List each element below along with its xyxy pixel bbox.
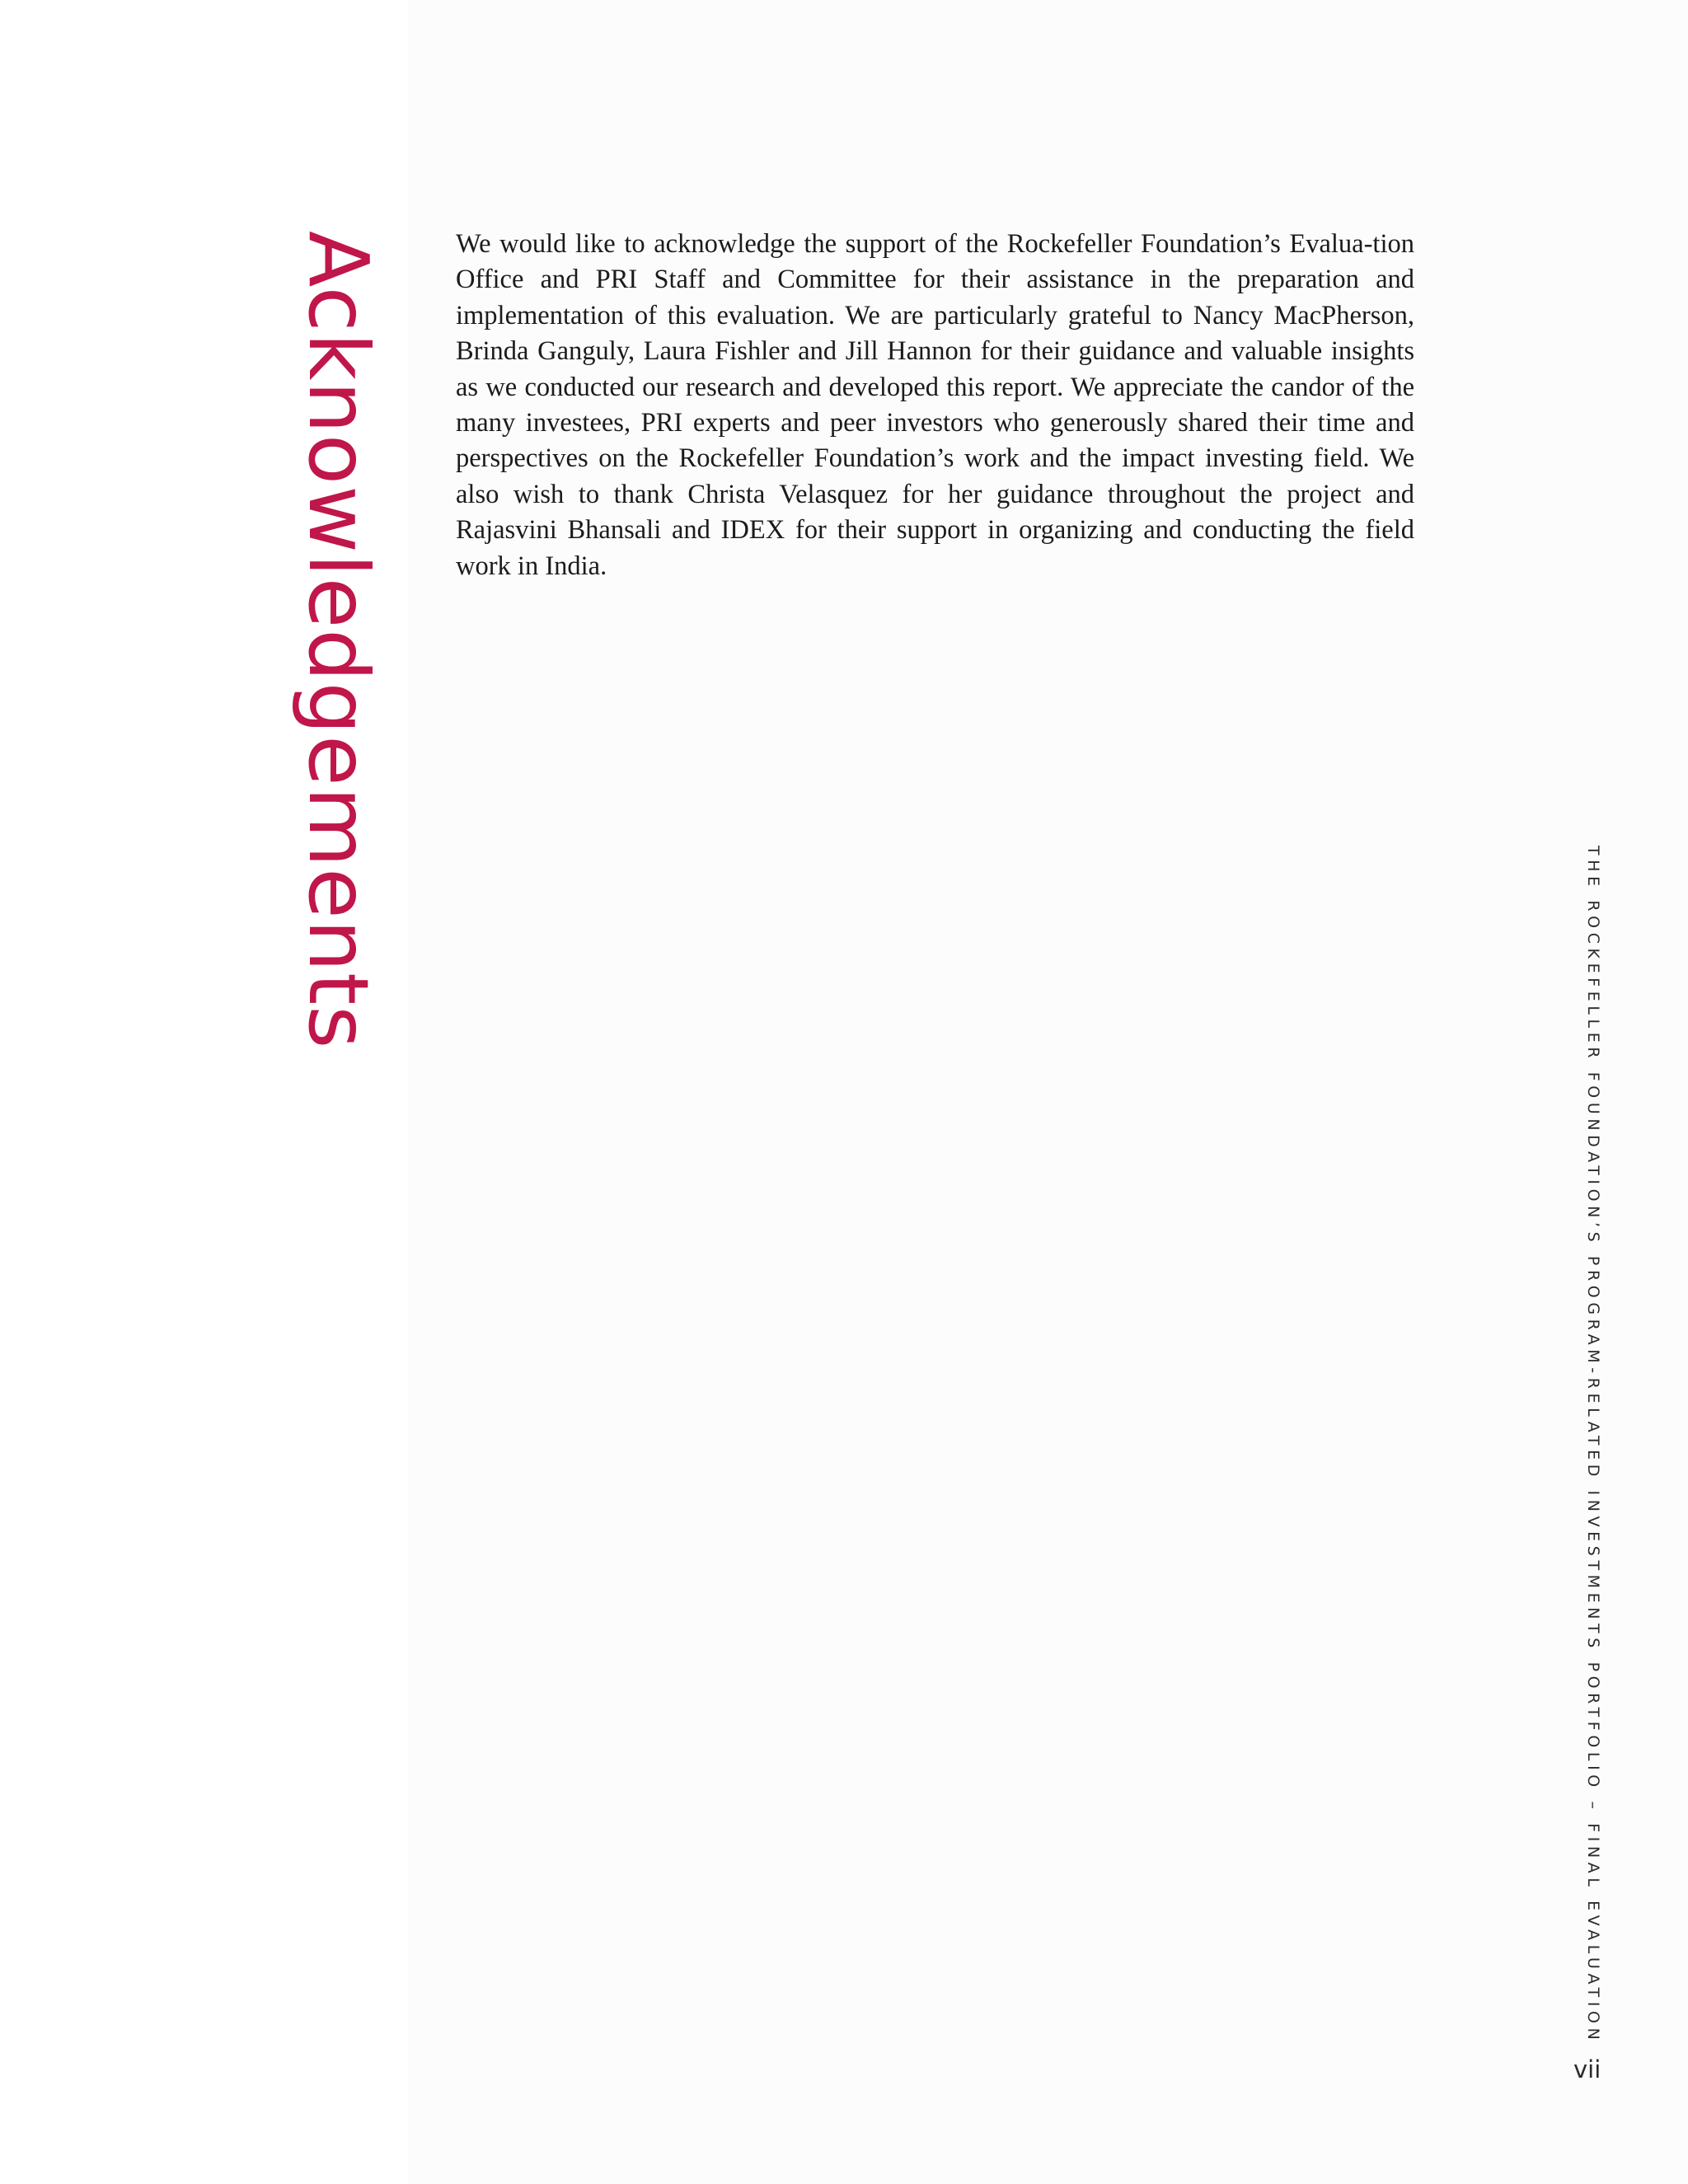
- running-title: THE ROCKEFELLER FOUNDATION’S PROGRAM-RELATED INVESTMENTS PORTFOLIO – FINAL EVALUATION: [1584, 846, 1602, 2045]
- section-title: Acknowledgements: [290, 231, 387, 1050]
- page-number: vii: [1573, 2055, 1601, 2083]
- acknowledgements-paragraph: We would like to acknowledge the support of the Rockefeller Foundation’s Evalua-tion Office and PRI Staff and Committee for their assistance in the preparation and implementation of this evaluation. We are particularly grateful to Nancy MacPherson, Brinda Ganguly, Laura Fishler and Jill Hannon for their guidance and valuable insights as we conducted our research and developed this report. We appreciate the candor of the many investees, PRI experts and peer investors who generously shared their time and perspectives on the Rockefeller Foundation’s work and the impact investing field. We also wish to thank Christa Velasquez for her guidance throughout the project and Rajasvini Bhansali and IDEX for their support in organizing and conducting the field work in India.: [456, 229, 1414, 581]
